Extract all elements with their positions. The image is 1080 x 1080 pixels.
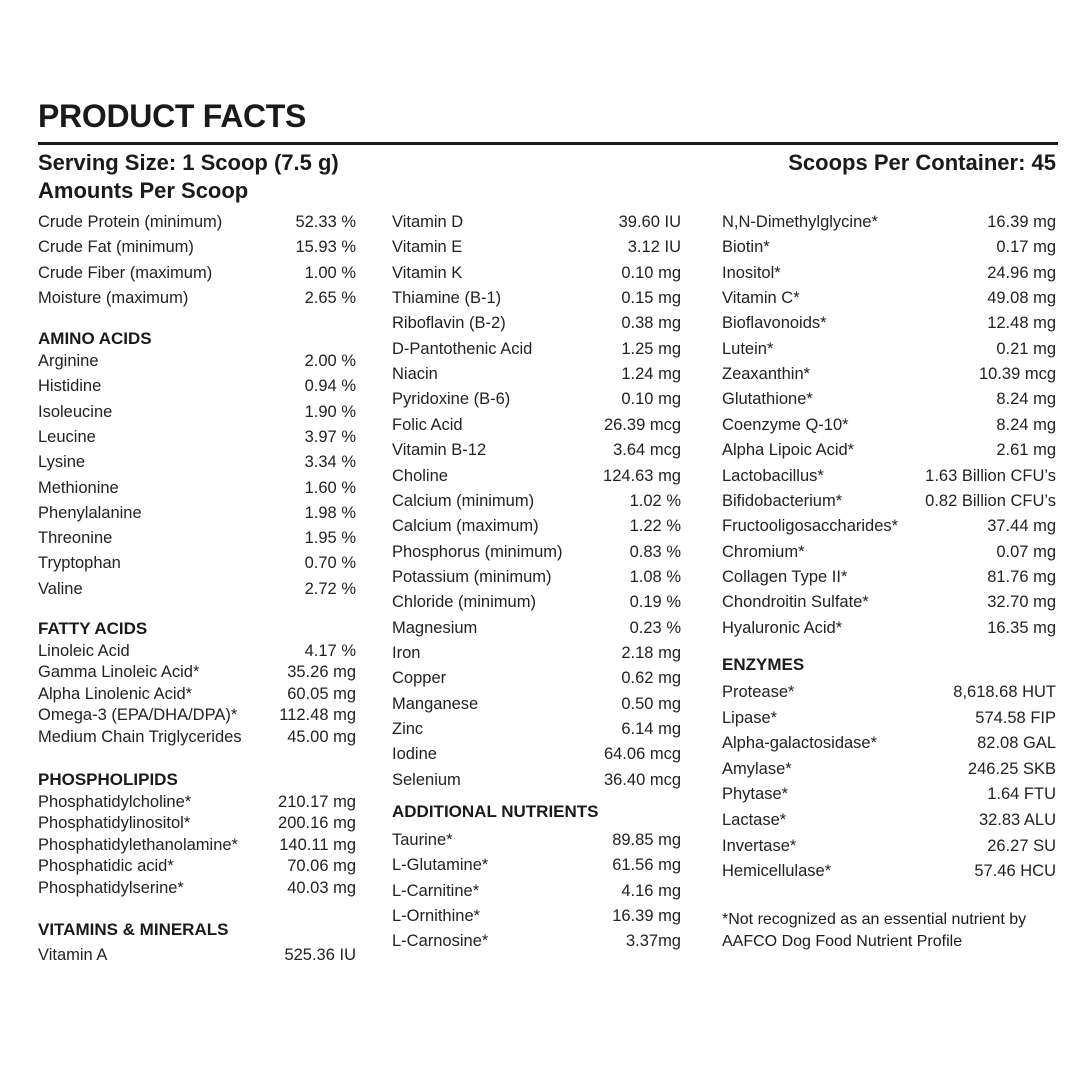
nutrient-amount: 32.70 mg	[987, 593, 1056, 612]
nutrient-name: Chondroitin Sulfate*	[722, 593, 869, 612]
nutrient-name: Lactobacillus*	[722, 466, 824, 485]
nutrient-row	[392, 768, 681, 793]
nutrient-amount: 36.40 mcg	[603, 770, 681, 789]
nutrient-row	[722, 438, 1056, 463]
nutrient-row	[38, 210, 356, 235]
nutrient-row	[392, 464, 681, 489]
nutrient-name: Vitamin D	[392, 213, 464, 231]
nutrient-name: Selenium	[392, 770, 461, 789]
nutrient-amount: 140.11 mg	[279, 835, 356, 854]
nutrient-name: L-Carnitine*	[392, 881, 480, 900]
nutrient-amount: 39.60 IU	[618, 213, 681, 231]
nutrient-name: Zeaxanthin*	[722, 365, 811, 384]
nutrient-name: Lysine	[38, 453, 86, 472]
nutrient-row	[38, 551, 356, 576]
nutrient-row	[392, 210, 681, 235]
nutrient-amount: 60.05 mg	[287, 684, 356, 703]
nutrient-row	[722, 362, 1056, 387]
footnote-line-1: *Not recognized as an essential nutrient by	[722, 911, 1027, 928]
nutrient-amount: 1.25 mg	[621, 339, 681, 358]
nutrient-amount: 574.58 FIP	[975, 708, 1056, 727]
nutrient-amount: 81.76 mg	[987, 567, 1056, 586]
nutrient-amount: 49.08 mg	[987, 289, 1056, 308]
nutrient-row	[722, 514, 1056, 539]
nutrient-row	[38, 425, 356, 450]
nutrient-amount: 32.83 ALU	[978, 811, 1056, 829]
nutrient-amount: 8.24 mg	[996, 415, 1056, 434]
nutrient-amount: 16.39 mg	[612, 906, 681, 925]
nutrient-row	[38, 813, 356, 835]
nutrient-amount: 3.37mg	[625, 932, 681, 951]
nutrient-name: Inositol*	[722, 263, 781, 282]
page-title: PRODUCT FACTS	[38, 98, 307, 134]
nutrient-name: Vitamin K	[392, 263, 463, 282]
nutrient-name: Magnesium	[392, 618, 478, 637]
nutrient-row	[722, 337, 1056, 362]
nutrient-row	[392, 438, 681, 463]
nutrient-amount: 246.25 SKB	[967, 759, 1056, 778]
nutrient-amount: 0.82 Billion CFU’s	[925, 491, 1056, 510]
nutrient-amount: 16.39 mg	[987, 213, 1056, 231]
nutrient-row	[392, 641, 681, 666]
nutrient-row	[38, 476, 356, 501]
nutrient-amount: 0.21 mg	[996, 339, 1056, 358]
nutrient-name: Vitamin B-12	[392, 441, 487, 460]
nutrient-amount: 1.60 %	[304, 478, 356, 497]
nutrient-name: Alpha-galactosidase*	[722, 734, 878, 753]
nutrient-row	[722, 540, 1056, 565]
nutrient-amount: 1.24 mg	[621, 365, 681, 384]
nutrient-name: Glutathione*	[722, 390, 813, 409]
nutrient-amount: 89.85 mg	[612, 831, 681, 849]
nutrient-amount: 12.48 mg	[987, 314, 1056, 333]
nutrient-row	[722, 210, 1056, 235]
nutrient-name: Bifidobacterium*	[722, 491, 843, 510]
nutrient-name: Hyaluronic Acid*	[722, 618, 843, 637]
nutrient-row	[38, 640, 356, 662]
nutrient-row	[722, 286, 1056, 311]
nutrient-name: Leucine	[38, 427, 96, 446]
nutrient-row	[392, 261, 681, 286]
nutrient-row	[722, 706, 1056, 731]
nutrient-name: Chromium*	[722, 542, 805, 561]
nutrient-amount: 0.07 mg	[996, 542, 1056, 561]
nutrient-name: L-Ornithine*	[392, 906, 481, 925]
nutrient-amount: 0.70 %	[304, 554, 356, 573]
serving-info	[38, 149, 339, 205]
nutrient-row	[392, 311, 681, 336]
nutrient-amount: 1.00 %	[304, 263, 356, 282]
nutrient-row	[392, 904, 681, 929]
nutrient-row	[722, 464, 1056, 489]
nutrient-name: Phytase*	[722, 785, 789, 804]
enzymes-heading: ENZYMES	[722, 655, 805, 674]
nutrient-name: Crude Protein (minimum)	[38, 213, 223, 231]
nutrient-name: Protease*	[722, 683, 795, 701]
nutrient-name: Phosphatidylserine*	[38, 878, 184, 897]
nutrient-row	[38, 726, 356, 748]
nutrient-row	[722, 413, 1056, 438]
nutrient-row	[392, 489, 681, 514]
nutrient-amount: 1.02 %	[629, 491, 681, 510]
nutrient-row	[38, 374, 356, 399]
nutrient-amount: 3.97 %	[304, 427, 356, 446]
nutrient-amount: 2.65 %	[304, 288, 356, 307]
nutrient-name: Vitamin C*	[722, 289, 800, 308]
nutrient-name: Phosphatidylcholine*	[38, 792, 192, 811]
nutrient-row	[392, 692, 681, 717]
nutrient-name: Coenzyme Q-10*	[722, 415, 849, 434]
nutrient-amount: 1.90 %	[304, 402, 356, 421]
nutrient-name: Zinc	[392, 720, 424, 738]
nutrient-row	[38, 834, 356, 856]
nutrient-amount: 2.72 %	[304, 579, 356, 598]
nutrient-name: Copper	[392, 669, 447, 688]
nutrient-row	[722, 387, 1056, 412]
nutrient-name: Potassium (minimum)	[392, 567, 552, 586]
nutrient-row	[392, 235, 681, 260]
nutrient-name: Choline	[392, 466, 448, 485]
nutrient-name: Crude Fat (minimum)	[38, 238, 194, 257]
nutrient-amount: 64.06 mcg	[603, 745, 681, 764]
nutrient-amount: 2.61 mg	[996, 441, 1056, 460]
nutrient-amount: 6.14 mg	[621, 720, 681, 738]
nutrient-amount: 0.10 mg	[621, 390, 681, 409]
nutrient-name: Amylase*	[722, 759, 792, 778]
nutrient-name: Alpha Lipoic Acid*	[722, 441, 855, 460]
nutrient-amount: 2.18 mg	[621, 643, 681, 662]
nutrient-row	[392, 514, 681, 539]
nutrient-amount: 1.63 Billion CFU’s	[925, 466, 1056, 485]
nutrient-name: L-Glutamine*	[392, 856, 489, 875]
nutrient-name: Thiamine (B-1)	[392, 289, 502, 308]
nutrient-name: Niacin	[392, 365, 438, 384]
nutrient-amount: 57.46 HCU	[974, 862, 1056, 881]
nutrient-name: N,N-Dimethylglycine*	[722, 213, 878, 231]
nutrient-row	[392, 286, 681, 311]
nutrient-name: Gamma Linoleic Acid*	[38, 663, 200, 682]
nutrient-amount: 3.64 mcg	[613, 441, 681, 460]
nutrient-row	[722, 590, 1056, 615]
nutrient-name: Histidine	[38, 377, 102, 396]
nutrient-name: Chloride (minimum)	[392, 593, 536, 612]
nutrient-amount: 210.17 mg	[278, 792, 356, 811]
nutrient-row	[38, 662, 356, 684]
nutrient-row	[38, 400, 356, 425]
nutrient-amount: 0.83 %	[629, 542, 681, 561]
nutrient-name: Pyridoxine (B-6)	[392, 390, 511, 409]
nutrient-name: Lactase*	[722, 811, 787, 829]
nutrient-row	[392, 666, 681, 691]
nutrient-row	[722, 834, 1056, 859]
nutrient-amount: 1.98 %	[304, 503, 356, 522]
nutrient-amount: 15.93 %	[295, 238, 356, 257]
nutrient-row	[38, 450, 356, 475]
nutrient-amount: 112.48 mg	[279, 706, 356, 725]
nutrient-row	[392, 853, 681, 878]
nutrient-name: Vitamin E	[392, 238, 463, 257]
nutrient-row	[722, 235, 1056, 260]
nutrient-row	[722, 782, 1056, 807]
nutrient-row	[392, 565, 681, 590]
nutrient-amount: 0.62 mg	[621, 669, 681, 688]
nutrient-name: Omega-3 (EPA/DHA/DPA)*	[38, 706, 238, 725]
additional-nutrients-heading: ADDITIONAL NUTRIENTS	[392, 802, 599, 821]
nutrient-amount: 0.50 mg	[621, 694, 681, 713]
nutrient-amount: 8.24 mg	[996, 390, 1056, 409]
nutrient-amount: 40.03 mg	[287, 878, 356, 897]
nutrient-name: Lipase*	[722, 708, 778, 727]
nutrient-name: Calcium (maximum)	[392, 517, 539, 536]
nutrient-amount: 37.44 mg	[987, 517, 1056, 536]
nutrient-row	[392, 387, 681, 412]
nutrient-name: Lutein*	[722, 339, 774, 358]
nutrient-row	[722, 311, 1056, 336]
nutrient-row	[38, 235, 356, 260]
nutrient-name: Methionine	[38, 478, 119, 497]
nutrient-name: Vitamin A	[38, 946, 108, 964]
nutrient-row	[38, 526, 356, 551]
nutrient-name: Linoleic Acid	[38, 641, 130, 660]
nutrient-name: Alpha Linolenic Acid*	[38, 684, 193, 703]
nutrient-amount: 1.22 %	[629, 517, 681, 536]
nutrient-amount: 45.00 mg	[287, 727, 356, 746]
nutrient-row	[392, 828, 681, 853]
nutrient-amount: 3.34 %	[304, 453, 356, 472]
nutrient-name: Riboflavin (B-2)	[392, 314, 506, 333]
nutrient-row	[722, 680, 1056, 705]
nutrient-row	[38, 261, 356, 286]
nutrient-row	[722, 489, 1056, 514]
nutrient-name: Phosphatidylethanolamine*	[38, 835, 238, 854]
nutrient-name: Fructooligosaccharides*	[722, 517, 899, 536]
nutrient-row	[38, 791, 356, 813]
nutrient-row	[392, 337, 681, 362]
nutrient-name: Bioflavonoids*	[722, 314, 827, 333]
fatty-acids-heading: FATTY ACIDS	[38, 619, 148, 638]
nutrient-name: Folic Acid	[392, 415, 463, 434]
footnote	[722, 909, 1062, 953]
nutrient-amount: 0.19 %	[629, 593, 681, 612]
nutrient-row	[722, 565, 1056, 590]
vitamins-minerals-heading: VITAMINS & MINERALS	[38, 920, 229, 939]
nutrient-name: Valine	[38, 579, 83, 598]
nutrient-row	[38, 943, 356, 968]
nutrient-name: Taurine*	[392, 831, 453, 849]
nutrient-name: Phosphorus (minimum)	[392, 542, 563, 561]
scoops-per-container: Scoops Per Container: 45	[788, 150, 1056, 175]
nutrient-amount: 3.12 IU	[627, 238, 681, 257]
nutrient-row	[392, 540, 681, 565]
nutrient-row	[392, 616, 681, 641]
nutrient-amount: 0.94 %	[304, 377, 356, 396]
nutrient-row	[722, 261, 1056, 286]
nutrient-row	[38, 577, 356, 602]
nutrient-name: Moisture (maximum)	[38, 288, 189, 307]
nutrient-amount: 525.36 IU	[284, 946, 356, 964]
nutrient-row	[392, 590, 681, 615]
nutrient-row	[722, 616, 1056, 641]
nutrient-row	[392, 879, 681, 904]
nutrient-amount: 1.95 %	[304, 529, 356, 548]
nutrient-amount: 52.33 %	[295, 213, 356, 231]
nutrient-amount: 61.56 mg	[612, 856, 681, 875]
nutrient-row	[38, 705, 356, 727]
nutrient-name: D-Pantothenic Acid	[392, 339, 533, 358]
nutrient-amount: 200.16 mg	[278, 814, 356, 833]
footnote-line-2: AAFCO Dog Food Nutrient Profile	[722, 933, 963, 950]
nutrient-name: Arginine	[38, 352, 99, 370]
nutrient-row	[38, 349, 356, 374]
nutrient-amount: 35.26 mg	[287, 663, 356, 682]
nutrient-amount: 2.00 %	[304, 352, 356, 370]
phospholipids-heading: PHOSPHOLIPIDS	[38, 770, 178, 789]
nutrient-name: Iodine	[392, 745, 437, 764]
nutrient-row	[392, 929, 681, 954]
nutrient-amount: 82.08 GAL	[977, 734, 1056, 753]
nutrient-amount: 124.63 mg	[603, 466, 681, 485]
nutrient-row	[38, 501, 356, 526]
nutrient-name: Iron	[392, 643, 421, 662]
nutrient-name: Calcium (minimum)	[392, 491, 535, 510]
nutrient-name: Phosphatidic acid*	[38, 857, 174, 876]
nutrient-name: Tryptophan	[38, 554, 121, 573]
nutrient-row	[38, 877, 356, 899]
serving-size: Serving Size: 1 Scoop (7.5 g)	[38, 150, 339, 175]
title-divider	[38, 142, 1058, 145]
nutrient-row	[38, 856, 356, 878]
nutrient-row	[722, 808, 1056, 833]
nutrient-amount: 1.64 FTU	[987, 785, 1056, 804]
nutrient-name: Isoleucine	[38, 402, 113, 421]
nutrient-amount: 0.15 mg	[621, 289, 681, 308]
nutrient-row	[722, 757, 1056, 782]
nutrient-name: Manganese	[392, 694, 479, 713]
nutrient-row	[392, 742, 681, 767]
nutrient-name: L-Carnosine*	[392, 932, 489, 951]
nutrient-amount: 1.08 %	[629, 567, 681, 586]
nutrient-amount: 8,618.68 HUT	[953, 683, 1056, 701]
nutrient-amount: 0.23 %	[629, 618, 681, 637]
nutrient-amount: 26.27 SU	[987, 836, 1056, 855]
nutrient-amount: 26.39 mcg	[603, 415, 681, 434]
nutrient-name: Biotin*	[722, 238, 770, 257]
nutrient-row	[38, 286, 356, 311]
nutrient-amount: 4.16 mg	[621, 881, 681, 900]
nutrient-row	[392, 413, 681, 438]
nutrient-name: Hemicellulase*	[722, 862, 832, 881]
nutrient-amount: 10.39 mcg	[978, 365, 1056, 384]
nutrient-amount: 16.35 mg	[987, 618, 1056, 637]
nutrient-amount: 24.96 mg	[987, 263, 1056, 282]
nutrient-amount: 4.17 %	[304, 641, 356, 660]
nutrient-name: Threonine	[38, 529, 113, 548]
nutrient-row	[392, 362, 681, 387]
nutrient-name: Medium Chain Triglycerides	[38, 727, 242, 746]
nutrient-amount: 0.38 mg	[621, 314, 681, 333]
nutrient-row	[392, 717, 681, 742]
nutrient-row	[38, 683, 356, 705]
nutrient-name: Phenylalanine	[38, 503, 142, 522]
nutrient-row	[722, 731, 1056, 756]
nutrient-name: Phosphatidylinositol*	[38, 814, 191, 833]
amino-acids-heading: AMINO ACIDS	[38, 329, 152, 348]
nutrient-row	[722, 859, 1056, 884]
nutrient-name: Collagen Type II*	[722, 567, 848, 586]
nutrient-amount: 0.17 mg	[996, 238, 1056, 257]
amounts-per-scoop: Amounts Per Scoop	[38, 178, 249, 203]
nutrient-name: Invertase*	[722, 836, 797, 855]
nutrient-amount: 70.06 mg	[287, 857, 356, 876]
nutrient-name: Crude Fiber (maximum)	[38, 263, 213, 282]
nutrient-amount: 0.10 mg	[621, 263, 681, 282]
